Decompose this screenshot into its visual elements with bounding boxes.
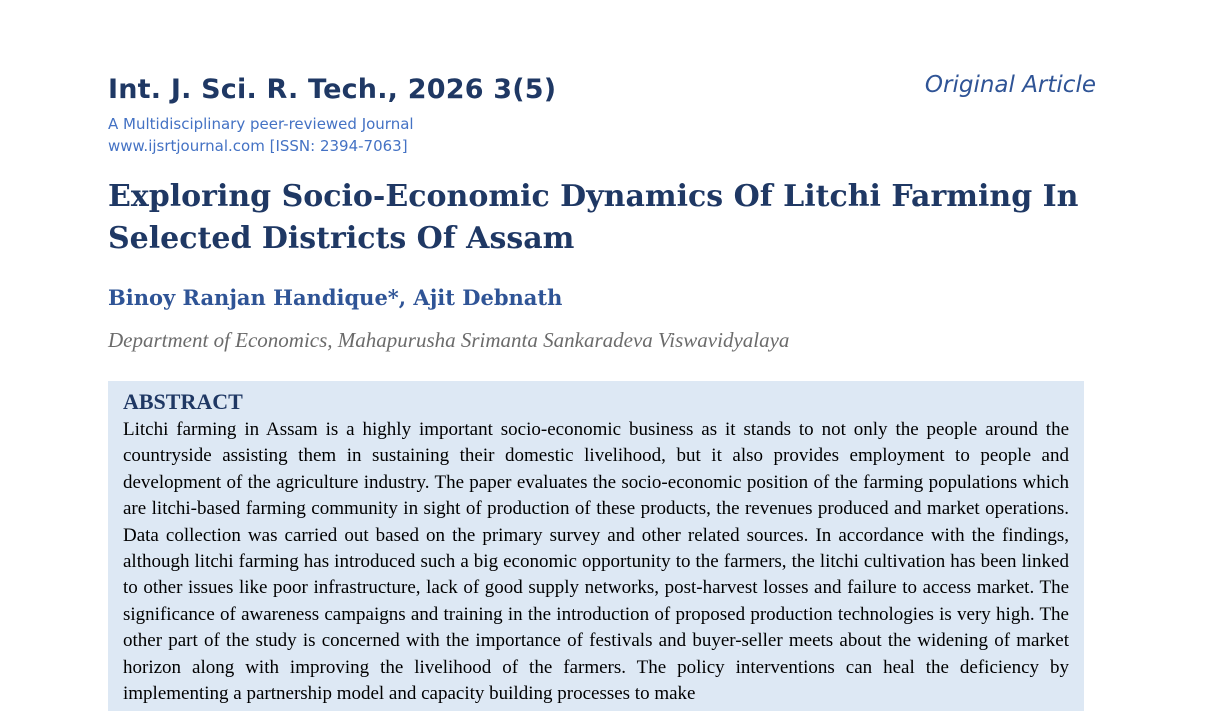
journal-subheader	[108, 113, 414, 157]
journal-website-issn: www.ijsrtjournal.com [ISSN: 2394-7063]	[108, 137, 408, 155]
paper-affiliation: Department of Economics, Mahapurusha Srimanta Sankaradeva Viswavidyalaya	[108, 328, 790, 352]
paper-title: Exploring Socio-Economic Dynamics Of Litchi Farming In Selected Districts Of Assam	[108, 179, 1079, 256]
abstract-text: Litchi farming in Assam is a highly important socio-economic business as it stands to not only the people around the countryside assisting them in sustaining their domestic livelihood, but it also provides employment to people and development of the agriculture industry. The paper evaluates the socio-economic position of the farming populations which are litchi-based farming community in sight of production of these products, the revenues produced and market operations. Data collection was carried out based on the primary survey and other related sources. In accordance with the findings, although litchi farming has introduced such a big economic opportunity to the farmers, the litchi cultivation has been linked to other issues like poor infrastructure, lack of good supply networks, post-harvest losses and failure to access market. The significance of awareness campaigns and training in the introduction of proposed production technologies is very high. The other part of the study is concerned with the importance of festivals and buyer-seller meets about the widening of market horizon along with improving the livelihood of the farmers. The policy interventions can heal the deficiency by implementing a partnership model and capacity building processes to make	[123, 419, 1069, 705]
journal-tagline: A Multidisciplinary peer-reviewed Journal	[108, 115, 414, 133]
journal-title: Int. J. Sci. R. Tech., 2026 3(5)	[108, 74, 557, 105]
abstract-section	[108, 381, 1084, 711]
article-type-label: Original Article	[924, 72, 1096, 98]
paper-authors: Binoy Ranjan Handique*, Ajit Debnath	[108, 285, 563, 310]
abstract-heading: ABSTRACT	[123, 389, 243, 414]
